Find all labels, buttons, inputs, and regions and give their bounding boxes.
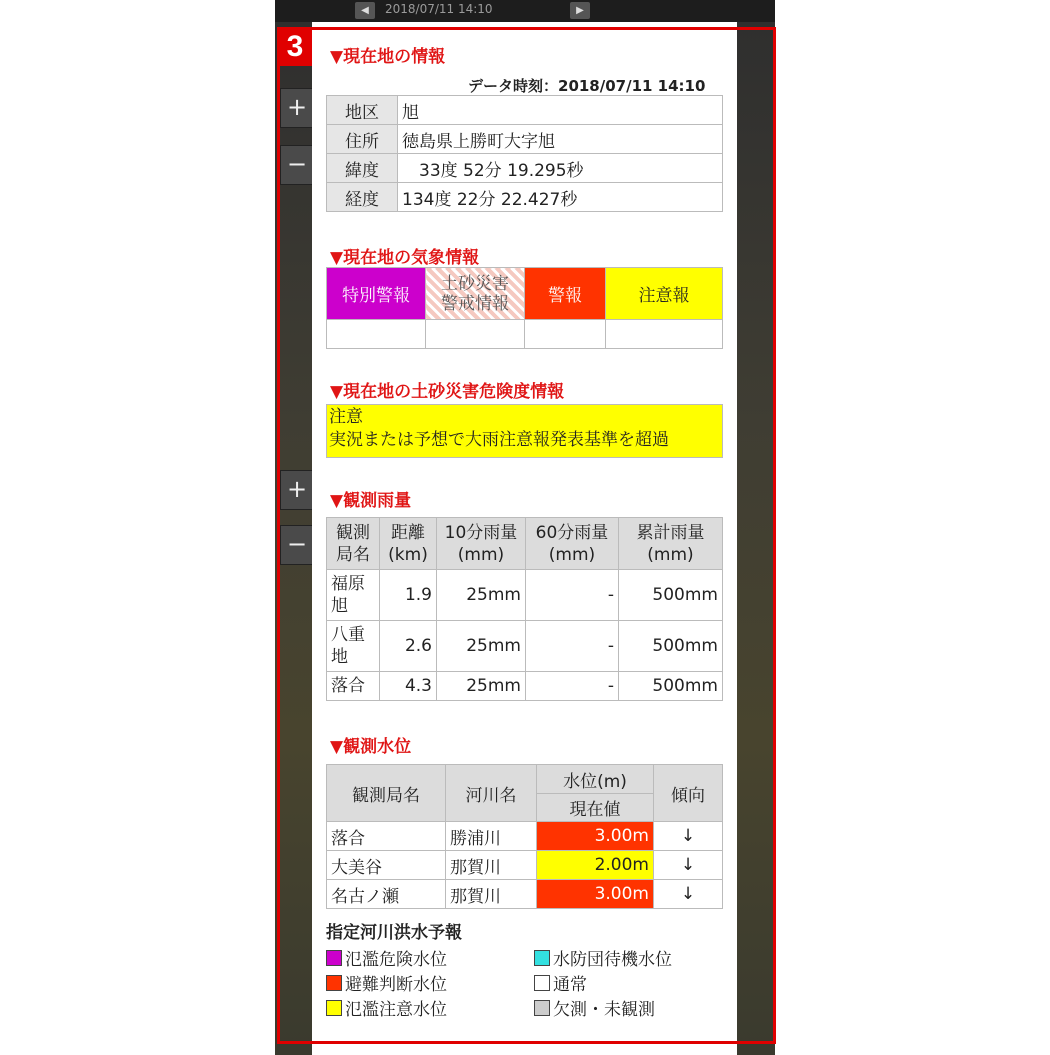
warning-header: 警報 — [525, 268, 606, 320]
rain-10min: 25mm — [437, 672, 526, 701]
water-river: 那賀川 — [446, 880, 537, 909]
water-river: 勝浦川 — [446, 822, 537, 851]
top-toolbar — [275, 0, 775, 22]
next-button[interactable]: ▶ — [570, 2, 590, 19]
latitude-key: 緯度 — [327, 154, 398, 183]
legend-label: 通常 — [553, 975, 587, 995]
weather-heading: ▼現在地の気象情報 — [330, 248, 480, 268]
rain-distance: 2.6 — [380, 621, 437, 672]
rain-60min: - — [526, 672, 619, 701]
rain-10min: 25mm — [437, 570, 526, 621]
water-header-level: 水位(m) — [537, 765, 654, 794]
rain-header-10min: 10分雨量 (mm) — [437, 518, 526, 570]
water-level: 3.00m — [537, 822, 654, 851]
rain-header-distance: 距離 (km) — [380, 518, 437, 570]
rain-station: 八重 地 — [327, 621, 380, 672]
water-station: 大美谷 — [327, 851, 446, 880]
zoom-in-button-2[interactable]: + — [280, 470, 314, 510]
rain-total: 500mm — [619, 672, 723, 701]
water-trend: ↓ — [654, 880, 723, 909]
special-warning-header: 特別警報 — [327, 268, 426, 320]
legend-title: 指定河川洪水予報 — [326, 923, 462, 943]
rain-header-60min: 60分雨量 (mm) — [526, 518, 619, 570]
water-river: 那賀川 — [446, 851, 537, 880]
water-level: 2.00m — [537, 851, 654, 880]
rain-heading: ▼観測雨量 — [330, 491, 412, 511]
rain-60min: - — [526, 621, 619, 672]
rain-header-station: 観測 局名 — [327, 518, 380, 570]
landslide-heading: ▼現在地の土砂災害危険度情報 — [330, 382, 565, 402]
water-station: 名古ノ瀬 — [327, 880, 446, 909]
water-level: 3.00m — [537, 880, 654, 909]
address-value: 徳島県上勝町大字旭 — [398, 125, 723, 154]
legend-label: 欠測・未観測 — [553, 1000, 655, 1020]
toolbar-date: 2018/07/11 14:10 — [385, 2, 493, 16]
district-value: 旭 — [398, 96, 723, 125]
water-heading: ▼観測水位 — [330, 737, 412, 757]
water-header-trend: 傾向 — [654, 765, 723, 822]
rain-station: 落合 — [327, 672, 380, 701]
highlight-frame — [277, 27, 776, 1044]
latitude-value: 33度 52分 19.295秒 — [398, 154, 723, 183]
water-header-station: 観測局名 — [327, 765, 446, 822]
location-heading: ▼現在地の情報 — [330, 47, 446, 67]
water-header-current: 現在値 — [537, 794, 654, 822]
water-trend: ↓ — [654, 851, 723, 880]
water-station: 落合 — [327, 822, 446, 851]
district-key: 地区 — [327, 96, 398, 125]
rain-10min: 25mm — [437, 621, 526, 672]
water-trend: ↓ — [654, 822, 723, 851]
landslide-level: 注意 — [329, 407, 363, 427]
rain-distance: 4.3 — [380, 672, 437, 701]
address-key: 住所 — [327, 125, 398, 154]
zoom-out-button-2[interactable]: − — [280, 525, 314, 565]
zoom-out-button[interactable]: − — [280, 145, 314, 185]
rain-60min: - — [526, 570, 619, 621]
legend-label: 避難判断水位 — [345, 975, 447, 995]
landslide-alert-header: 土砂災害 警戒情報 — [426, 268, 525, 320]
step-badge: 3 — [278, 28, 312, 66]
legend-label: 水防団待機水位 — [553, 950, 672, 970]
longitude-value: 134度 22分 22.427秒 — [398, 183, 723, 212]
landslide-description: 実況または予想で大雨注意報発表基準を超過 — [329, 430, 669, 450]
data-timestamp: データ時刻：2018/07/11 14:10 — [468, 77, 706, 95]
longitude-key: 経度 — [327, 183, 398, 212]
water-header-river: 河川名 — [446, 765, 537, 822]
legend-label: 氾濫注意水位 — [345, 1000, 447, 1020]
rain-total: 500mm — [619, 621, 723, 672]
rain-distance: 1.9 — [380, 570, 437, 621]
zoom-in-button[interactable]: + — [280, 88, 314, 128]
rain-station: 福原 旭 — [327, 570, 380, 621]
rain-header-total: 累計雨量 (mm) — [619, 518, 723, 570]
legend-label: 氾濫危険水位 — [345, 950, 447, 970]
prev-button[interactable]: ◀ — [355, 2, 375, 19]
advisory-header: 注意報 — [606, 268, 723, 320]
rain-total: 500mm — [619, 570, 723, 621]
